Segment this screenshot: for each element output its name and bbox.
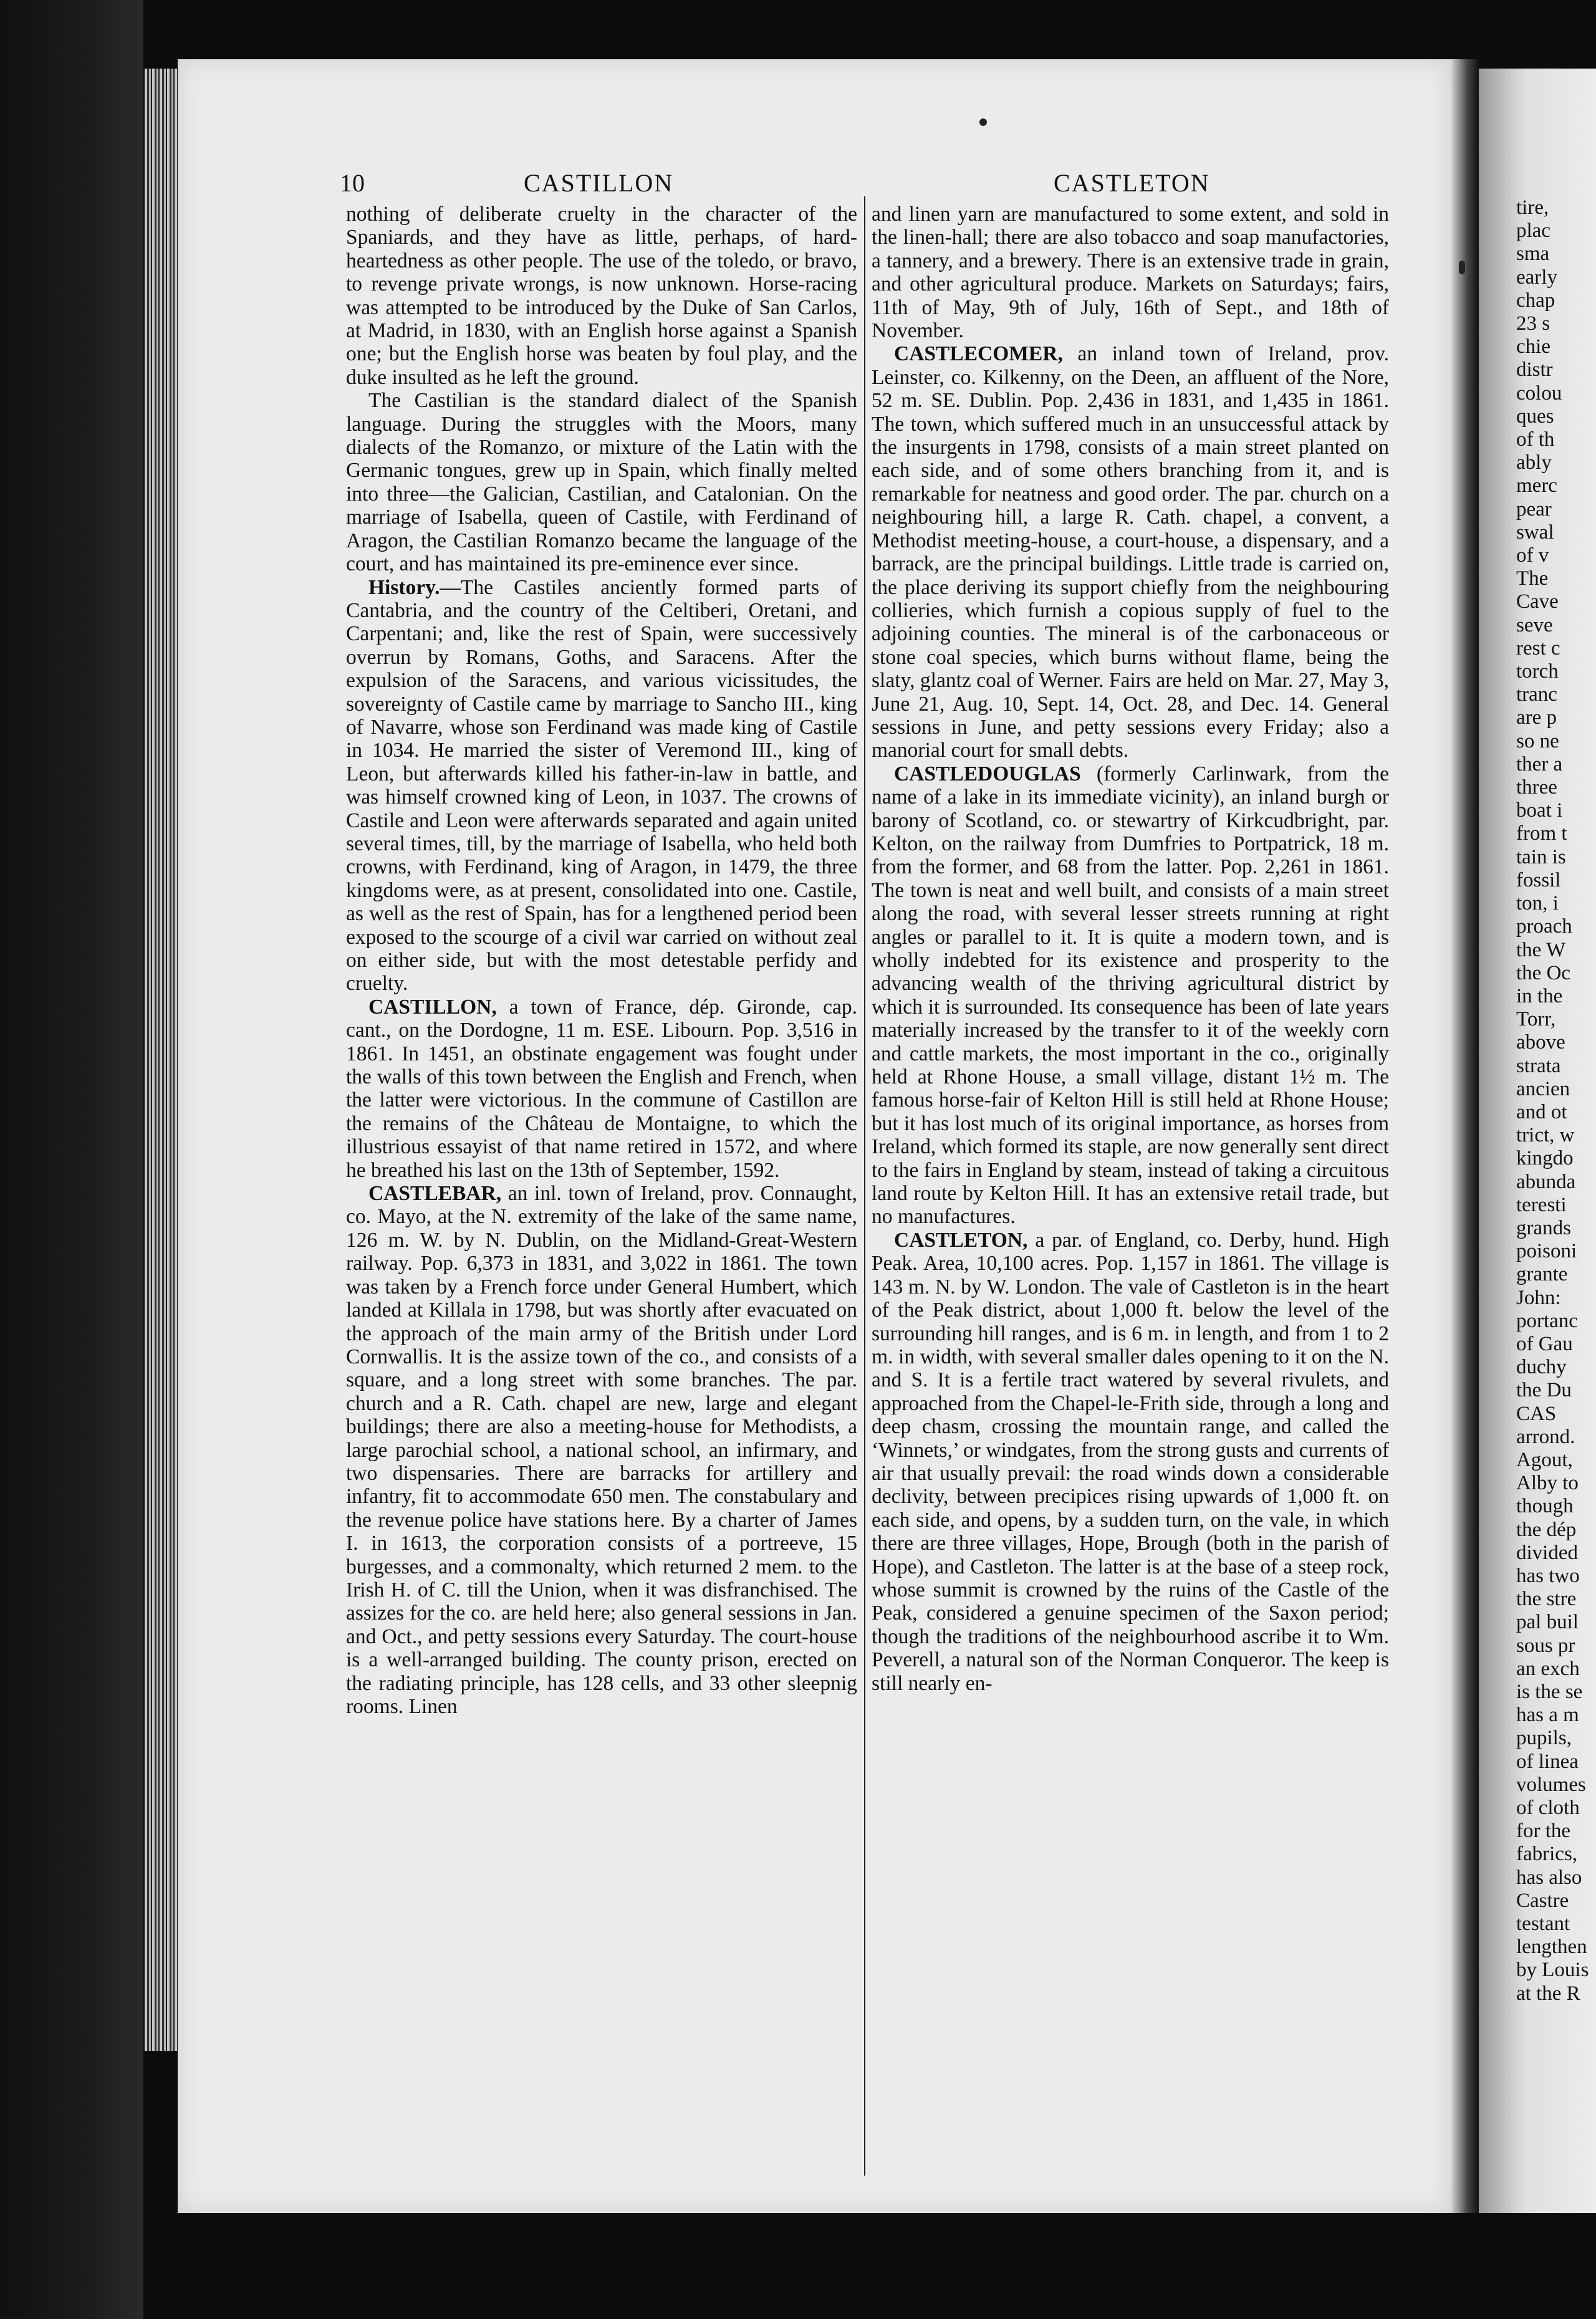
- adjacent-page-line: swal: [1516, 521, 1554, 544]
- adjacent-page-line: is the se: [1516, 1681, 1583, 1703]
- adjacent-page-line: an exch: [1516, 1657, 1580, 1680]
- adjacent-page-line: plac: [1516, 219, 1550, 242]
- book-spine-edge: [145, 69, 177, 2051]
- entry-body-text: an inl. town of Ireland, prov. Connaught, co. Mayo, at the N. extremity of the lake of the same name, 126 m. W. by N. Dublin, on the Midland-Great-Western railway. Pop. 6,373 in 1831, and 3,022 in 1861. The town was taken by a French force under General Humbert, which landed at Killala in 1798, but was shortly after evacuated on the approach of the main army of the British under Lord Cornwallis. It is the assize town of the co., and consists of a square, and a long street with some branches. The par. church and a R. Cath. chapel are new, large and elegant buildings; there are also a meeting-house for Methodists, a large parochial school, a national school, an infirmary, and two dispensaries. There are barracks for artillery and infantry, fit to accommodate 650 men. The constabulary and the revenue police have stations here. By a charter of James I. in 1613, the corporation consists of a portreeve, 15 burgesses, and a commonalty, which returned 2 mem. to the Irish H. of C. till the Union, when it was disfranchised. The assizes for the co. are held here; also general sessions in Jan. and Oct., and petty sessions every Saturday. The court-house is a well-arranged building. The county prison, erected on the radiating principle, has 128 cells, and 33 other sleepnig rooms. Linen: [346, 1182, 857, 1718]
- adjacent-page-line: ton, i: [1516, 892, 1559, 915]
- adjacent-page-line: of Gau: [1516, 1332, 1573, 1355]
- entry-body-text: —The Castiles anciently formed parts of Cantabria, and the country of the Celtiberi, Oretani, and Carpentani; and, like the rest of Spain, were successively overrun by Romans, Goths, and Saracens. After the expulsion of the Saracens, and various vicissitudes, the sovereignty of Castile came by marriage to Sancho III., king of Navarre, whose son Ferdinand was made king of Castile in 1034. He married the sister of Veremond III., king of Leon, but afterwards killed his father-in-law in battle, and was himself crowned king of Leon, in 1037. The crowns of Castile and Leon were afterwards separated and again united several times, till, by the marriage of Isabella, who held both crowns, with Ferdinand, king of Aragon, in 1479, the three kingdoms were, as at present, consolidated into one. Castile, as well as the rest of Spain, has for a lengthened period been exposed to the scourge of a civil war carried on without zeal on either side, but with the most detestable perfidy and cruelty.: [346, 575, 857, 996]
- adjacent-page-line: of th: [1516, 428, 1555, 451]
- adjacent-page-line: lengthen: [1516, 1936, 1587, 1959]
- adjacent-page-line: of linea: [1516, 1750, 1579, 1773]
- adjacent-page-line: poisoni: [1516, 1240, 1577, 1263]
- adjacent-page-line: Cave: [1516, 590, 1559, 613]
- adjacent-page-line: the dép: [1516, 1518, 1577, 1541]
- adjacent-page-line: abunda: [1516, 1170, 1576, 1193]
- adjacent-page-line: arrond.: [1516, 1425, 1575, 1448]
- adjacent-page-line: chie: [1516, 335, 1550, 358]
- adjacent-page-text: [1516, 196, 1596, 2005]
- ink-speck: [1459, 261, 1465, 274]
- adjacent-page-line: trict, w: [1516, 1124, 1575, 1147]
- adjacent-page-line: proach: [1516, 915, 1572, 938]
- adjacent-page-line: the Oc: [1516, 961, 1571, 984]
- entry-headword: History.: [368, 575, 440, 599]
- adjacent-page-line: the W: [1516, 938, 1566, 961]
- adjacent-page-line: and ot: [1516, 1100, 1567, 1123]
- entry-headword: CASTLEBAR,: [368, 1182, 502, 1206]
- adjacent-page-line: has a m: [1516, 1704, 1579, 1727]
- entry-headword: CASTLETON,: [894, 1228, 1028, 1252]
- article-paragraph: [872, 203, 1389, 342]
- adjacent-page-line: Torr,: [1516, 1008, 1556, 1031]
- article-paragraph: [346, 996, 857, 1182]
- adjacent-page-line: colou: [1516, 382, 1562, 405]
- column-divider: [864, 196, 865, 2176]
- adjacent-page-line: are p: [1516, 706, 1557, 729]
- adjacent-page-line: pal buil: [1516, 1611, 1579, 1634]
- adjacent-page-line: chap: [1516, 289, 1555, 312]
- entry-body-text: and linen yarn are manufactured to some extent, and sold in the linen-hall; there are also tobacco and soap manufactories, a tannery, and a brewery. There is an extensive trade in grain, and other agricultural produce. Markets on Saturdays; fairs, 11th of May, 9th of July, 16th of Sept., and 18th of November.: [872, 203, 1389, 343]
- adjacent-page-line: sma: [1516, 242, 1550, 266]
- page-number: 10: [340, 169, 365, 197]
- adjacent-page-line: pear: [1516, 497, 1552, 521]
- adjacent-page-line: strata: [1516, 1054, 1561, 1077]
- adjacent-page-line: tain is: [1516, 845, 1566, 868]
- adjacent-page-line: fabrics,: [1516, 1843, 1578, 1866]
- entry-headword: CASTLECOMER,: [894, 342, 1063, 366]
- adjacent-page-line: fossil: [1516, 868, 1561, 891]
- adjacent-page-line: in the: [1516, 984, 1563, 1007]
- adjacent-page-line: three: [1516, 776, 1557, 799]
- adjacent-page-line: though: [1516, 1495, 1574, 1518]
- running-head-right: CASTLETON: [1054, 169, 1210, 197]
- adjacent-page-line: Agout,: [1516, 1448, 1573, 1471]
- adjacent-page-line: of cloth: [1516, 1797, 1580, 1820]
- entry-body-text: (formerly Carlinwark, from the name of a lake in its immediate vicinity), an inland burgh or barony of Scotland, co. or stewartry of Kirkcudbright, par. Kelton, on the railway from Dumfries to Portpatrick, 18 m. from the former, and 68 from the latter. Pop. 2,261 in 1861. The town is neat and well built, and consists of a main street along the road, with several lesser streets running at right angles or parallel to it. It is quite a modern town, and is wholly indebted for its existence and prosperity to the advancing wealth of the thriving agricultural district by which it is surrounded. Its consequence has been of late years materially increased by the transfer to it of the weekly corn and cattle markets, the most important in the co., originally held at Rhone House, a small village, distant 1½ m. The famous horse-fair of Kelton Hill is still held at Rhone House; but it has lost much of its original importance, as horses from Ireland, which formed its staple, are now generally sent direct to the fairs in England by steam, instead of taking a circuitous land route by Kelton Hill. It has an extensive retail trade, but no manufactures.: [872, 762, 1389, 1229]
- adjacent-page-line: ably: [1516, 451, 1552, 474]
- text-column-left: [346, 203, 857, 2219]
- adjacent-page-line: the stre: [1516, 1588, 1577, 1611]
- adjacent-page-line: ancien: [1516, 1077, 1570, 1100]
- adjacent-page-line: has two: [1516, 1564, 1580, 1587]
- entry-body-text: The Castilian is the standard dialect of the Spanish language. During the struggles with the Moors, many dialects of the Romanzo, or mixture of the Latin with the Germanic tongues, grew up in Spain, which finally melted into three—the Galician, Castilian, and Catalonian. On the marriage of Isabella, queen of Castile, with Ferdinand of Aragon, the Castilian Romanzo became the language of the court, and has maintained its pre-eminence ever since.: [346, 389, 857, 576]
- article-paragraph: [346, 1182, 857, 1718]
- entry-body-text: nothing of deliberate cruelty in the character of the Spaniards, and they have as little, perhaps, of hard-heartedness as other people. The use of the toledo, or bravo, to revenge private wrongs, is now unknown. Horse-racing was attempted to be introduced by the Duke of San Carlos, at Madrid, in 1830, with an English horse against a Spanish one; but the English horse was beaten by foul play, and the duke insulted as he left the ground.: [346, 203, 857, 389]
- adjacent-page-line: John:: [1516, 1286, 1561, 1309]
- adjacent-page-line: volumes: [1516, 1773, 1586, 1796]
- entry-headword: CASTILLON,: [368, 995, 497, 1019]
- adjacent-page-line: at the R: [1516, 1982, 1580, 2005]
- adjacent-page-line: merc: [1516, 474, 1557, 497]
- adjacent-page-line: by Louis: [1516, 1959, 1589, 1982]
- article-paragraph: [872, 1229, 1389, 1695]
- adjacent-page-line: ques: [1516, 405, 1554, 428]
- article-paragraph: [872, 342, 1389, 762]
- adjacent-page-line: teresti: [1516, 1193, 1567, 1216]
- entry-headword: CASTLEDOUGLAS: [894, 762, 1081, 785]
- adjacent-page-line: sous pr: [1516, 1634, 1575, 1657]
- adjacent-page-line: Alby to: [1516, 1472, 1579, 1495]
- adjacent-page-line: for the: [1516, 1820, 1571, 1843]
- adjacent-page-line: tire,: [1516, 196, 1549, 219]
- adjacent-page-line: testant: [1516, 1913, 1570, 1936]
- adjacent-page-line: rest c: [1516, 636, 1560, 660]
- page-gutter-shadow: [1451, 59, 1479, 2213]
- adjacent-page-line: 23 s: [1516, 312, 1550, 335]
- entry-body-text: an inland town of Ireland, prov. Leinster, co. Kilkenny, on the Deen, an affluent of the Nore, 52 m. SE. Dublin. Pop. 2,436 in 1831, and 1,435 in 1861. The town, which suffered much in an unsuccessful attack by the insurgents in 1798, consists of a main street planted on each side, and of some others branching from it, and is remarkable for neatness and good order. The par. church on a neighbouring hill, a large R. Cath. chapel, a convent, a Methodist meeting-house, a court-house, a dispensary, and a barrack, are the principal buildings. Little trade is carried on, the place deriving its support chiefly from the neighbouring collieries, which furnish a copious supply of fuel to the adjoining counties. The mineral is of the carbonaceous or stone coal species, which burns without flame, being the slaty, glantz coal of Werner. Fairs are held on Mar. 27, May 3, June 21, Aug. 10, Sept. 14, Oct. 28, and Dec. 14. General sessions in June, and petty sessions every Friday; also a manorial court for small debts.: [872, 342, 1389, 762]
- adjacent-page-line: early: [1516, 266, 1557, 289]
- adjacent-page-line: boat i: [1516, 799, 1563, 822]
- adjacent-page-line: has also: [1516, 1866, 1582, 1889]
- adjacent-page-line: kingdo: [1516, 1147, 1574, 1170]
- text-column-right: [872, 203, 1389, 2219]
- adjacent-page-line: pupils,: [1516, 1727, 1572, 1750]
- article-paragraph: [872, 762, 1389, 1229]
- ink-speck: [979, 118, 987, 126]
- adjacent-page-line: seve: [1516, 613, 1553, 636]
- entry-body-text: a town of France, dép. Gironde, cap. cant., on the Dordogne, 11 m. ESE. Libourn. Pop. 3,516 in 1861. In 1451, an obstinate engagement was fought under the walls of this town between the English and French, when the latter were victorious. In the commune of Castillon are the remains of the Château de Montaigne, to which the illustrious essayist of that name retired in 1572, and where he breathed his last on the 13th of September, 1592.: [346, 995, 857, 1182]
- scanner-binding-shadow: [0, 0, 143, 2319]
- adjacent-page-line: grands: [1516, 1216, 1571, 1239]
- adjacent-page-line: of v: [1516, 544, 1549, 567]
- adjacent-page-line: so ne: [1516, 729, 1559, 752]
- adjacent-page-line: above: [1516, 1031, 1565, 1054]
- article-paragraph: [346, 203, 857, 389]
- adjacent-page-line: CAS: [1516, 1402, 1557, 1425]
- adjacent-page-line: duchy: [1516, 1356, 1567, 1379]
- adjacent-page-line: divided: [1516, 1541, 1578, 1564]
- adjacent-page-fragment: [1479, 69, 1596, 2213]
- running-head-left: CASTILLON: [524, 169, 674, 197]
- article-paragraph: [346, 389, 857, 575]
- adjacent-page-line: portanc: [1516, 1309, 1578, 1332]
- adjacent-page-line: from t: [1516, 822, 1567, 845]
- adjacent-page-line: distr: [1516, 358, 1553, 382]
- adjacent-page-line: the Du: [1516, 1379, 1572, 1402]
- adjacent-page-line: tranc: [1516, 683, 1557, 706]
- adjacent-page-line: ther a: [1516, 752, 1563, 775]
- adjacent-page-line: Castre: [1516, 1889, 1569, 1912]
- article-paragraph: [346, 576, 857, 996]
- entry-body-text: a par. of England, co. Derby, hund. High Peak. Area, 10,100 acres. Pop. 1,157 in 1861. The village is 143 m. N. by W. London. The vale of Castleton is in the heart of the Peak district, about 1,000 ft. below the level of the surrounding hill ranges, and is 6 m. in length, and from 1 to 2 m. in width, with several smaller dales opening to it on the N. and S. It is a fertile tract watered by several rivulets, and approached from the Chapel-le-Frith side, through a long and deep chasm, crossing the mountain range, and called the ‘Winnets,’ or windgates, from the strong gusts and currents of air that usually prevail: the road winds down a considerable declivity, between precipices rising upwards of 1,000 ft. on each side, and opens, by a sudden turn, on the vale, in which there are three villages, Hope, Brough (both in the parish of Hope), and Castleton. The latter is at the base of a steep rock, whose summit is crowned by the ruins of the Castle of the Peak, considered a genuine specimen of the Saxon period; though the traditions of the neighbourhood ascribe it to Wm. Peverell, a natural son of the Norman Conqueror. The keep is still nearly en-: [872, 1228, 1389, 1695]
- adjacent-page-line: torch: [1516, 660, 1559, 683]
- adjacent-page-line: The: [1516, 567, 1549, 590]
- adjacent-page-line: grante: [1516, 1263, 1568, 1286]
